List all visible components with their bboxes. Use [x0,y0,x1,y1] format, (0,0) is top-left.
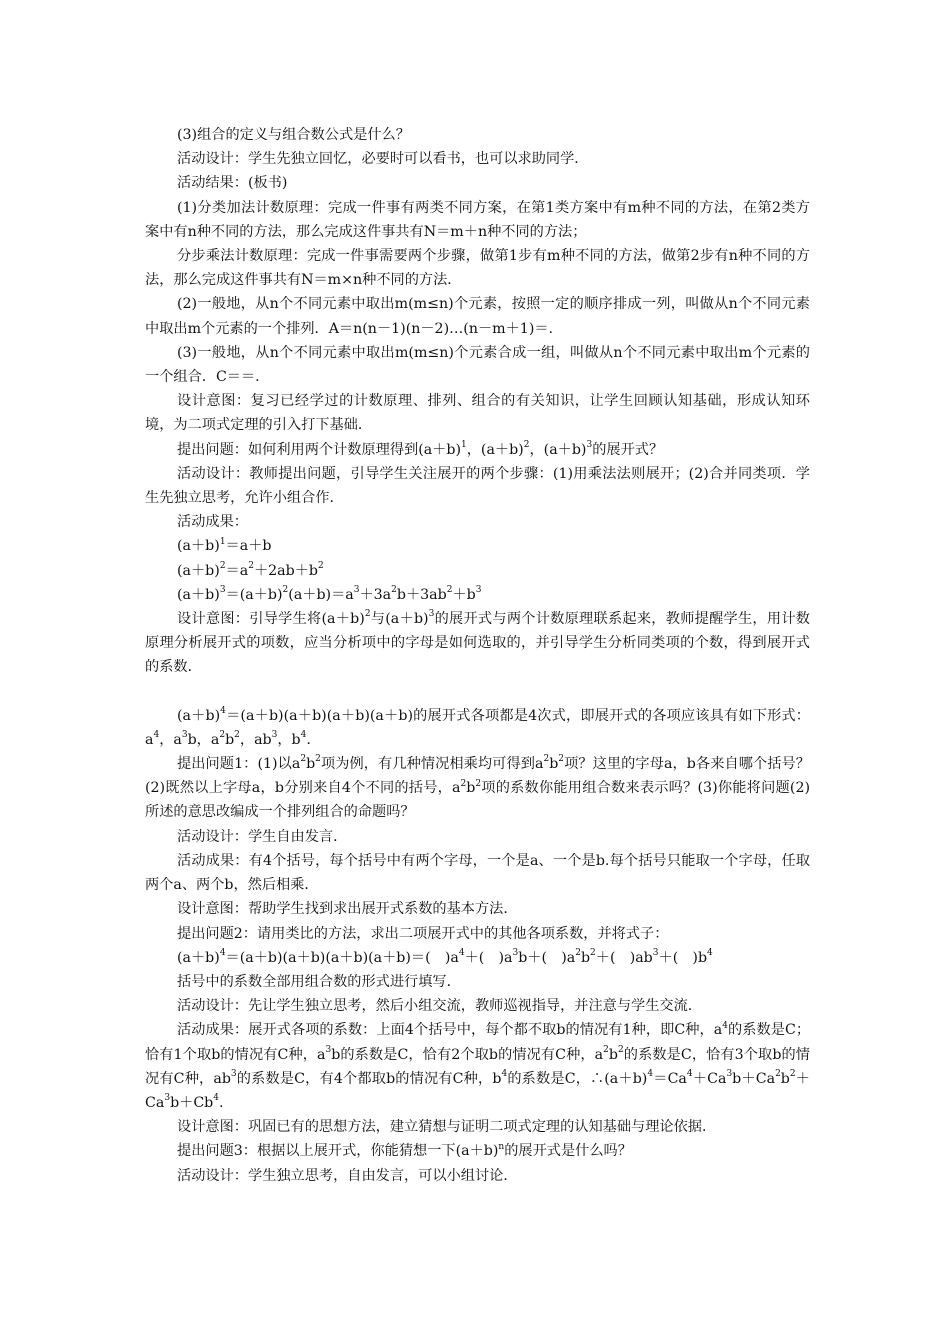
superscript: n [498,1141,505,1152]
text-run: ＝(a＋b)(a＋b)(a＋b)(a＋b)＝( )a [225,949,459,966]
text-run: b＋Cb [170,1094,214,1111]
text-run: b，a [187,731,220,748]
paragraph [145,922,810,946]
paragraph [145,1164,810,1188]
superscript: 3 [726,1068,733,1079]
superscript: 2 [446,585,453,596]
text-run: 活动设计：教师提出问题，引导学生关注展开的两个步骤：(1)用乘法法则展开；(2)合并同类项．学生先独立思考，允许小组合作． [145,465,810,507]
paragraph [145,196,810,244]
superscript: 2 [789,1068,796,1079]
text-run: . [219,1094,224,1111]
superscript: 2 [460,778,467,789]
text-run: (a＋b)＝a [288,586,354,603]
paragraph [145,897,810,921]
text-run: 设计意图：巩固已有的思想方法，建立猜想与证明二项式定理的认知基础与理论依据． [177,1119,717,1136]
superscript: 3 [164,1093,171,1104]
superscript: 4 [300,730,307,741]
text-run: (a＋b) [177,707,221,724]
text-run: 设计意图：引导学生将(a＋b) [177,611,365,628]
text-run: 分步乘法计数原理：完成一件事需要两个步骤，做第1步有m种不同的方法，做第2步有n种不同的方法，那么完成这件事共有N＝m×n种不同的方法． [145,248,810,289]
paragraph [145,1139,810,1163]
text-run: (3)一般地，从n个不同元素中取出m(m≤n)个元素合成一组，叫做从n个不同元素中取出m个元素的一个组合．C＝＝. [145,344,810,386]
text-run: 的展开式？ [592,441,664,458]
paragraph [145,994,810,1018]
text-run: b [780,1070,790,1087]
text-run: 提出问题：如何利用两个计数原理得到(a＋b) [177,441,461,458]
paragraph [145,946,810,970]
text-run: ＋( )a [464,949,513,966]
text-run: 设计意图：帮助学生找到求出展开式系数的基本方法． [177,901,518,918]
text-run: 的展开式是什么吗？ [504,1143,632,1160]
text-run: 活动设计：学生自由发言． [177,828,348,845]
superscript: 4 [501,1068,508,1079]
text-run: ＋( )ab [595,949,653,966]
text-run: (1)分类加法计数原理：完成一件事有两类不同方案，在第1类方案中有m种不同的方法，在第2类方案中有n种不同的方法，那么完成这件事共有N＝m＋n种不同的方法； [145,199,810,240]
paragraph [145,1115,810,1139]
superscript: 2 [391,585,397,596]
text-run: 活动设计：学生独立思考，自由发言，可以小组讨论． [177,1167,518,1184]
blank-line [145,680,810,704]
text-run: b＋( )a [518,949,576,966]
superscript: 2 [590,947,596,958]
superscript: 1 [219,536,226,547]
superscript: 2 [543,754,550,765]
superscript: 4 [153,730,160,741]
superscript: 4 [707,947,713,958]
text-run: (2)一般地，从n个不同元素中取出m(m≤n)个元素，按照一定的顺序排成一列，叫做从n个不同元素中取出m个元素的一个排列．A＝n(n－1)(n－2)…(n－m＋1)＝. [145,296,810,337]
superscript: 3 [181,730,188,741]
text-run: 的系数是C，∴(a＋b) [507,1070,648,1087]
superscript: 2 [282,585,289,596]
paragraph [145,244,810,292]
text-run: 活动成果：展开式各项的系数：上面4个括号中，每个都不取b的情况有1种，即C种，a [177,1022,723,1039]
superscript: 3 [428,609,435,620]
paragraph [145,970,810,994]
superscript: 3 [230,1068,237,1079]
superscript: 3 [652,947,659,958]
text-run: 的系数是C；恰有1个取b的情况有C种，a [145,1022,811,1063]
paragraph [145,389,810,437]
text-run: 的系数是C，恰有3个取b的情况有C种，ab [145,1046,810,1087]
superscript: 2 [617,1044,624,1055]
text-run: 设计意图：复习已经学过的计数原理、排列、组合的有关知识，让学生回顾认知基础，形成认知环境，为二项式定理的引入打下基础． [145,393,810,434]
superscript: 2 [558,754,565,765]
superscript: 4 [686,1068,693,1079]
superscript: 4 [213,1093,220,1104]
text-run: b＋3ab [396,586,447,603]
text-run: 的展开式与两个计数原理联系起来，教师提醒学生，用计数原理分析展开式的项数，应当分析项中的字母是如何选取的，并引导学生分析同类项的个数，得到展开式的系数． [145,611,810,676]
paragraph [145,438,810,462]
text-run: ，b [277,731,301,748]
text-run: b [608,1046,618,1063]
text-run: 活动设计：学生先独立回忆，必要时可以看书，也可以求助同学． [177,151,589,168]
superscript: 4 [458,947,465,958]
text-run: b [225,731,235,748]
text-run: . [306,731,311,748]
text-run: ，(a＋b) [466,441,524,458]
text-run: 的系数是C，有4个都取b的情况有C种，b [236,1070,502,1087]
text-run: (a＋b) [177,562,220,579]
text-run: ＋3a [359,586,392,603]
superscript: 2 [575,947,581,958]
superscript: 3 [586,439,593,450]
superscript: 3 [271,730,278,741]
superscript: 4 [722,1020,728,1031]
text-run: 与(a＋b) [370,611,429,628]
text-run: ，(a＋b) [529,441,587,458]
superscript: 3 [475,585,482,596]
text-run: ＝a [225,562,249,579]
text-run: ＋2ab＋b [253,562,318,579]
text-run: (3)组合的定义与组合数公式是什么？ [177,127,410,143]
text-run: ＋( )b [658,949,708,966]
text-run: 活动成果：有4个括号，每个括号中有两个字母，一个是a、一个是b.每个括号只能取一个字母，任取两个a、两个b，然后相乘． [145,852,810,894]
paragraph [145,607,810,680]
text-run: ＋b [452,586,476,603]
superscript: 3 [219,585,226,596]
paragraph [145,171,810,195]
text-run: 项的系数你能用组合数来表示吗？(3)你能将问题(2)所述的意思改编成一个排列组合的命题吗？ [145,780,810,821]
superscript: 4 [647,1068,654,1079]
text-run: b [306,756,316,773]
text-run: b的系数是C，恰有2个取b的情况有C种，a [331,1046,604,1063]
text-run: (a＋b) [177,949,220,966]
text-run: 提出问题2：请用类比的方法，求出二项展开式中的其他各项系数，并将式子： [177,925,669,942]
paragraph [145,341,810,389]
paragraph [145,510,810,534]
text-run: ＋Ca [145,1070,810,1111]
paragraph [145,462,810,510]
text-run: ＝a＋b [225,538,272,555]
paragraph [145,704,810,752]
text-run: 活动结果：(板书) [177,175,288,192]
text-run: (a＋b) [177,586,220,603]
superscript: 3 [512,947,519,958]
text-run: b [466,780,476,797]
text-run: (a＋b) [177,538,220,555]
superscript: 2 [775,1068,781,1079]
superscript: 2 [317,560,324,571]
superscript: 2 [364,609,371,620]
text-run: 项为例，有几种情况相乘均可得到a [320,756,544,773]
superscript: 2 [315,754,321,765]
text-run: 活动设计：先让学生独立思考，然后小组交流，教师巡视指导，并注意与学生交流． [177,998,702,1015]
superscript: 3 [353,585,360,596]
text-run: 提出问题1：(1)以a [177,756,301,773]
paragraph [145,534,810,558]
text-run: 提出问题3：根据以上展开式，你能猜想一下(a＋b) [177,1143,499,1160]
document-body [145,123,810,1188]
text-run: ，ab [239,731,272,748]
paragraph [145,292,810,340]
superscript: 2 [300,754,307,765]
superscript: 4 [219,947,226,958]
superscript: 2 [234,730,240,741]
text-run: 活动成果： [177,514,248,531]
text-run: ，a [159,731,182,748]
text-run: ＝Ca [653,1070,687,1087]
paragraph [145,752,810,825]
paragraph [145,583,810,607]
paragraph [145,147,810,171]
superscript: 1 [461,439,467,450]
superscript: 4 [220,705,226,716]
text-run: ＋Ca [692,1070,727,1087]
paragraph [145,1018,810,1115]
superscript: 2 [219,730,226,741]
superscript: 2 [219,560,226,571]
superscript: 3 [325,1044,332,1055]
paragraph [145,825,810,849]
text-run: 括号中的系数全部用组合数的形式进行填写． [177,973,461,990]
superscript: 2 [603,1044,609,1055]
superscript: 2 [248,560,254,571]
paragraph [145,849,810,897]
text-run: 项？这里的字母a，b各来自哪个括号？(2)既然以上字母a，b分别来自4个不同的括号，a [145,756,810,797]
text-run: ＝(a＋b) [225,586,283,603]
text-run: ＝(a＋b)(a＋b)(a＋b)(a＋b)的展开式各项都是4次式，即展开式的各项应该具有如下形式：a [145,707,810,748]
paragraph [145,559,810,583]
superscript: 2 [523,439,530,450]
text-run: b＋Ca [732,1070,776,1087]
text-run: b [580,949,591,966]
text-run: b [549,756,559,773]
superscript: 2 [475,778,482,789]
paragraph [145,123,810,147]
